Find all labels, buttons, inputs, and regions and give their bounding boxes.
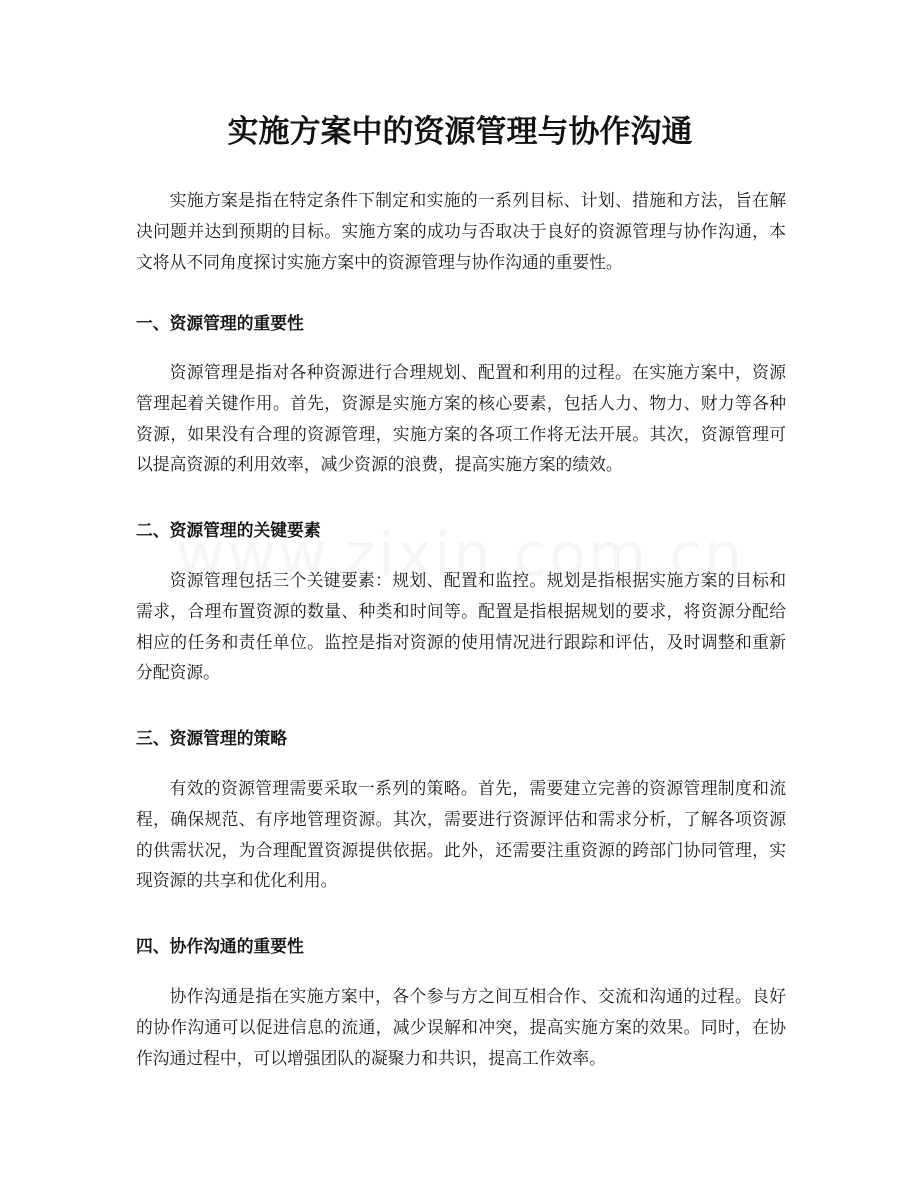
section-3-heading: 三、资源管理的策略 (136, 728, 288, 748)
section-4-body: 协作沟通是指在实施方案中，各个参与方之间互相合作、交流和沟通的过程。良好的协作沟通可以促进信息的流通，减少误解和冲突，提高实施方案的效果。同时，在协作沟通过程中，可以增强团队的凝聚力和共识，提高工作效率。 (136, 986, 786, 1068)
section-2-body: 资源管理包括三个关键要素：规划、配置和监控。规划是指根据实施方案的目标和需求，合理布置资源的数量、种类和时间等。配置是指根据规划的要求，将资源分配给相应的任务和责任单位。监控是指对资源的使用情况进行跟踪和评估，及时调整和重新分配资源。 (136, 570, 786, 683)
document-title: 实施方案中的资源管理与协作沟通 (227, 114, 693, 150)
section-4-heading: 四、协作沟通的重要性 (136, 936, 304, 956)
intro-paragraph: 实施方案是指在特定条件下制定和实施的一系列目标、计划、措施和方法，旨在解决问题并达到预期的目标。实施方案的成功与否取决于良好的资源管理与协作沟通，本文将从不同角度探讨实施方案中的资源管理与协作沟通的重要性。 (136, 190, 786, 272)
section-2-heading: 二、资源管理的关键要素 (136, 520, 321, 540)
section-1-body: 资源管理是指对各种资源进行合理规划、配置和利用的过程。在实施方案中，资源管理起着关键作用。首先，资源是实施方案的核心要素，包括人力、物力、财力等各种资源，如果没有合理的资源管理，实施方案的各项工作将无法开展。其次，资源管理可以提高资源的利用效率，减少资源的浪费，提高实施方案的绩效。 (136, 362, 786, 475)
section-1-heading: 一、资源管理的重要性 (136, 313, 304, 333)
section-3-body: 有效的资源管理需要采取一系列的策略。首先，需要建立完善的资源管理制度和流程，确保规范、有序地管理资源。其次，需要进行资源评估和需求分析，了解各项资源的供需状况，为合理配置资源提供依据。此外，还需要注重资源的跨部门协同管理，实现资源的共享和优化利用。 (136, 778, 786, 891)
